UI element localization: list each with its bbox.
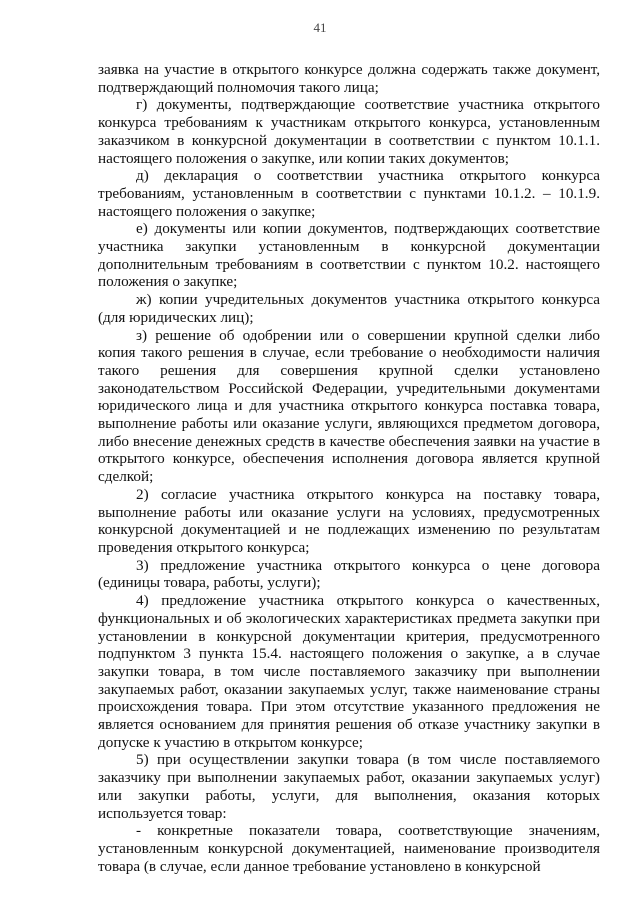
paragraph-item-3: 3) предложение участника открытого конкурса о цене договора (единицы товара, работы, услуги); <box>98 556 600 592</box>
paragraph-item-5: 5) при осуществлении закупки товара (в том числе поставляемого заказчику при выполнении закупаемых работ, оказании закупаемых услуг) или закупки работы, услуги, для выполнения, оказания которых используется товар: <box>98 751 600 822</box>
paragraph-item-g: г) документы, подтверждающие соответствие участника открытого конкурса требованиям к участникам открытого конкурса, установленным заказчиком в конкурсной документации в соответствии с пунктом 10.1.1. настоящего положения о закупке, или копии таких документов; <box>98 96 600 167</box>
paragraph-item-d: д) декларация о соответствии участника открытого конкурса требованиям, установленным в соответствии с пунктами 10.1.2. – 10.1.9. настоящего положения о закупке; <box>98 167 600 220</box>
paragraph-item-2: 2) согласие участника открытого конкурса на поставку товара, выполнение работы или оказание услуги на условиях, предусмотренных конкурсной документацией и не подлежащих изменению по результатам проведения открытого конкурса; <box>98 485 600 556</box>
paragraph-item-zh: ж) копии учредительных документов участника открытого конкурса (для юридических лиц); <box>98 291 600 326</box>
page-number: 41 <box>313 20 327 35</box>
paragraph-continuation: заявка на участие в открытого конкурсе должна содержать также документ, подтверждающий полномочия такого лица; <box>98 61 600 96</box>
paragraph-item-z: з) решение об одобрении или о совершении крупной сделки либо копия такого решения в случае, если требование о необходимости наличия такого решения для совершения крупной сделки установлено законодательством Российской Федерации, учредительными документами юридического лица и для участника открытого конкурса поставка товара, выполнение работы или оказание услуги, являющихся предметом договора, либо внесение денежных средств в качестве обеспечения заявки на участие в открытого конкурсе, обеспечения исполнения договора является крупной сделкой; <box>98 326 600 486</box>
paragraph-dash-item: - конкретные показатели товара, соответствующие значениям, установленным конкурсной документацией, наименование производителя товара (в случае, если данное требование установлено в конкурсной <box>98 822 600 875</box>
document-body <box>98 61 600 875</box>
paragraph-item-e: е) документы или копии документов, подтверждающих соответствие участника закупки установленным в конкурсной документации дополнительным требованиям в соответствии с пунктом 10.2. настоящего положения о закупке; <box>98 220 600 291</box>
paragraph-item-4: 4) предложение участника открытого конкурса о качественных, функциональных и об экологических характеристиках предмета закупки при установлении в конкурсной документации критерия, предусмотренного подпунктом 3 пункта 15.4. настоящего положения о закупке, а в случае закупки товара, в том числе поставляемого заказчику при выполнении закупаемых работ, оказании закупаемых услуг, также наименование страны происхождения товара. При этом отсутствие указанного предложения не является основанием для принятия решения об отказе участнику закупки в допуске к участию в открытом конкурсе; <box>98 592 600 751</box>
